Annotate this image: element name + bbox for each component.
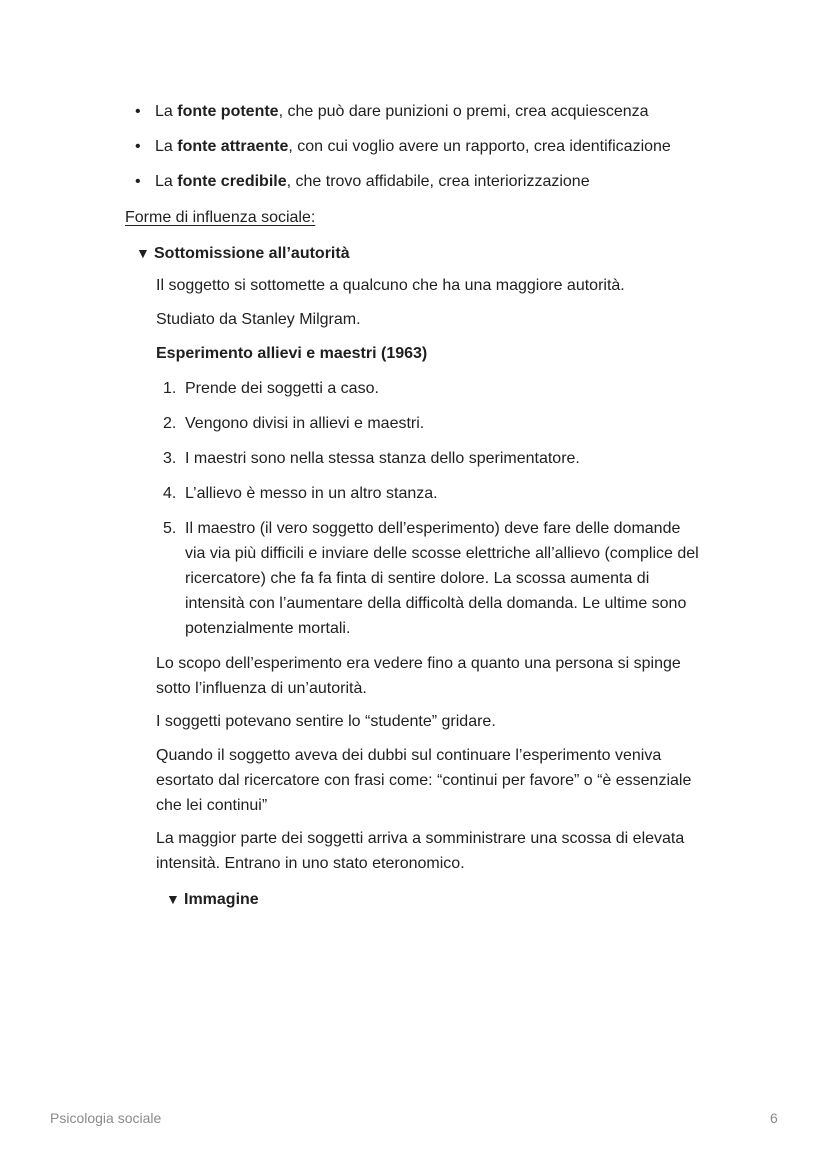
footer-title: Psicologia sociale xyxy=(50,1110,162,1126)
page-number: 6 xyxy=(770,1110,778,1126)
list-item: 2. Vengono divisi in allievi e maestri. xyxy=(163,415,425,432)
paragraph: Studiato da Stanley Milgram. xyxy=(156,311,361,328)
source-types-list xyxy=(130,101,671,206)
list-item: 1. Prende dei soggetti a caso. xyxy=(163,380,379,397)
paragraph: I soggetti potevano sentire lo “studente” gridare. xyxy=(156,713,496,730)
toggle-sottomissione[interactable] xyxy=(136,242,350,265)
toggle-label: Immagine xyxy=(184,891,259,908)
list-item: • La fonte attraente, con cui voglio avere un rapporto, crea identificazione xyxy=(130,136,671,171)
section-heading: Forme di influenza sociale: xyxy=(125,209,316,226)
list-item: • La fonte potente, che può dare punizioni o premi, crea acquiescenza xyxy=(130,101,671,136)
list-item: 3. I maestri sono nella stessa stanza dello sperimentatore. xyxy=(163,450,580,467)
experiment-title: Esperimento allievi e maestri (1963) xyxy=(156,345,428,362)
paragraph: Lo scopo dell’esperimento era vedere fino a quanto una persona si spinge sotto l’influenza di un’autorità. xyxy=(156,655,681,697)
toggle-immagine[interactable] xyxy=(166,888,259,911)
list-item: 4. L’allievo è messo in un altro stanza. xyxy=(163,485,438,502)
toggle-arrow-icon[interactable]: ▼ xyxy=(166,891,180,907)
paragraph: Il soggetto si sottomette a qualcuno che ha una maggiore autorità. xyxy=(156,277,625,294)
toggle-label: Sottomissione all’autorità xyxy=(154,245,350,262)
list-item: • La fonte credibile, che trovo affidabile, crea interiorizzazione xyxy=(130,171,671,206)
experiment-steps-list xyxy=(156,376,699,651)
list-item: 5. Il maestro (il vero soggetto dell’esperimento) deve fare delle domande via via più difficili e inviare delle scosse elettriche all’allievo (complice del ricercatore) che fa fa finta di sentire dolore. La scossa aumenta di intensità con l’aumentare della difficoltà della domanda. Le ultime sono potenzialmente mortali. xyxy=(163,520,699,637)
toggle-arrow-icon[interactable]: ▼ xyxy=(136,245,150,261)
paragraph: Quando il soggetto aveva dei dubbi sul continuare l’esperimento veniva esortato dal ricercatore con frasi come: “continui per favore” o “è essenziale che lei continui” xyxy=(156,747,692,814)
paragraph: La maggior parte dei soggetti arriva a somministrare una scossa di elevata intensità. Entrano in uno stato eteronomico. xyxy=(156,830,685,872)
